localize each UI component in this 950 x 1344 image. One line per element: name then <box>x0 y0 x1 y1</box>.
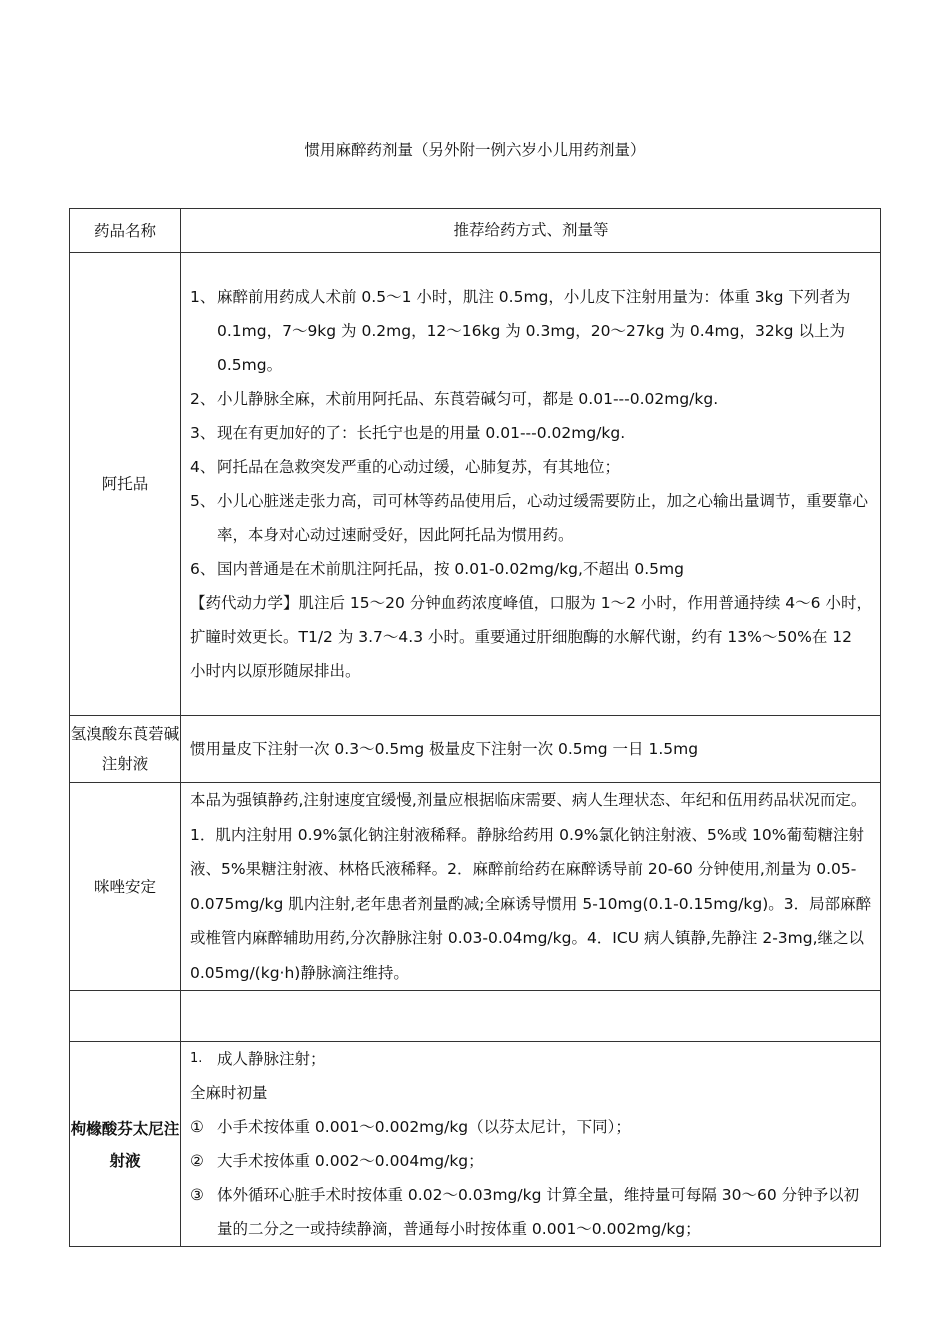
table-row <box>70 253 881 716</box>
list-item: 4、 阿托品在急救突发严重的心动过缓，心肺复苏，有其地位； <box>190 458 621 476</box>
subheading: 全麻时初量 <box>190 1084 268 1102</box>
drug-name-midazolam: 咪唑安定 <box>70 783 181 991</box>
pharmacokinetics-text: 【药代动力学】肌注后 15～20 分钟血药浓度峰值，口服为 1～2 小时，作用普通持续 4～6 小时，扩瞳时效更长。T1/2 为 3.7～4.3 小时。重要通过肝细胞酶的水解代谢，约有 13%～50%在 12 小时内以原形随尿排出。 <box>190 594 872 680</box>
header-dosage: 推荐给药方式、剂量等 <box>181 209 881 253</box>
dosage-scopolamine: 惯用量皮下注射一次 0.3～0.5mg 极量皮下注射一次 0.5mg 一日 1.5mg <box>181 716 881 783</box>
table-header-row <box>70 209 881 253</box>
dosage-empty <box>181 991 881 1042</box>
drug-name-fentanyl: 枸橼酸芬太尼注射液 <box>70 1042 181 1247</box>
page-title: 惯用麻醉药剂量（另外附一例六岁小儿用药剂量） <box>304 141 646 159</box>
list-item: 6、 国内普通是在术前肌注阿托品，按 0.01-0.02mg/kg,不超出 0.5mg <box>190 560 684 578</box>
dosage-midazolam: 本品为强镇静药,注射速度宜缓慢,剂量应根据临床需要、病人生理状态、年纪和伍用药品状况而定。1．肌内注射用 0.9%氯化钠注射液稀释。静脉给药用 0.9%氯化钠注射液、5%或 10%葡萄糖注射液、5%果糖注射液、林格氏液稀释。2．麻醉前给药在麻醉诱导前 20-60 分钟使用,剂量为 0.05-0.075mg/kg 肌内注射,老年患者剂量酌减;全麻诱导惯用 5-10mg(0.1-0.15mg/kg)。3．局部麻醉或椎管内麻醉辅助用药,分次静脉注射 0.03-0.04mg/kg。4．ICU 病人镇静,先静注 2-3mg,继之以 0.05mg/(kg·h)静脉滴注维持。 <box>181 783 881 991</box>
table-row <box>70 991 881 1042</box>
header-drug-name: 药品名称 <box>70 209 181 253</box>
table-row <box>70 716 881 783</box>
list-item: ① 小手术按体重 0.001～0.002mg/kg（以芬太尼计，下同）； <box>190 1118 631 1136</box>
list-item: 3、 现在有更加好的了：长托宁也是的用量 0.01---0.02mg/kg. <box>190 424 626 442</box>
drug-name-empty <box>70 991 181 1042</box>
dosage-table <box>69 208 881 1247</box>
list-item: 1. 成人静脉注射； <box>190 1050 326 1068</box>
list-item: 1、 麻醉前用药成人术前 0.5～1 小时，肌注 0.5mg，小儿皮下注射用量为：体重 3kg 下列者为 0.1mg，7～9kg 为 0.2mg，12～16kg 为 0.3mg，20～27kg 为 0.4mg，32kg 以上为 0.5mg。 <box>190 288 851 374</box>
list-item: 5、 小儿心脏迷走张力高，司可林等药品使用后，心动过缓需要防止，加之心输出量调节，重要靠心率，本身对心动过速耐受好，因此阿托品为惯用药。 <box>190 492 869 544</box>
drug-name-atropine: 阿托品 <box>70 253 181 716</box>
list-item: ③ 体外循环心脏手术时按体重 0.02～0.03mg/kg 计算全量，维持量可每隔 30～60 分钟予以初量的二分之一或持续静滴，普通每小时按体重 0.001～0.002mg/kg； <box>190 1186 860 1238</box>
table-row <box>70 1042 881 1247</box>
table-row <box>70 783 881 991</box>
dosage-fentanyl <box>181 1042 881 1247</box>
drug-name-scopolamine: 氢溴酸东莨菪碱注射液 <box>70 716 181 783</box>
dosage-atropine <box>181 253 881 716</box>
list-item: 2、 小儿静脉全麻，术前用阿托品、东莨菪碱匀可，都是 0.01---0.02mg/kg. <box>190 390 719 408</box>
list-item: ② 大手术按体重 0.002～0.004mg/kg； <box>190 1152 484 1170</box>
